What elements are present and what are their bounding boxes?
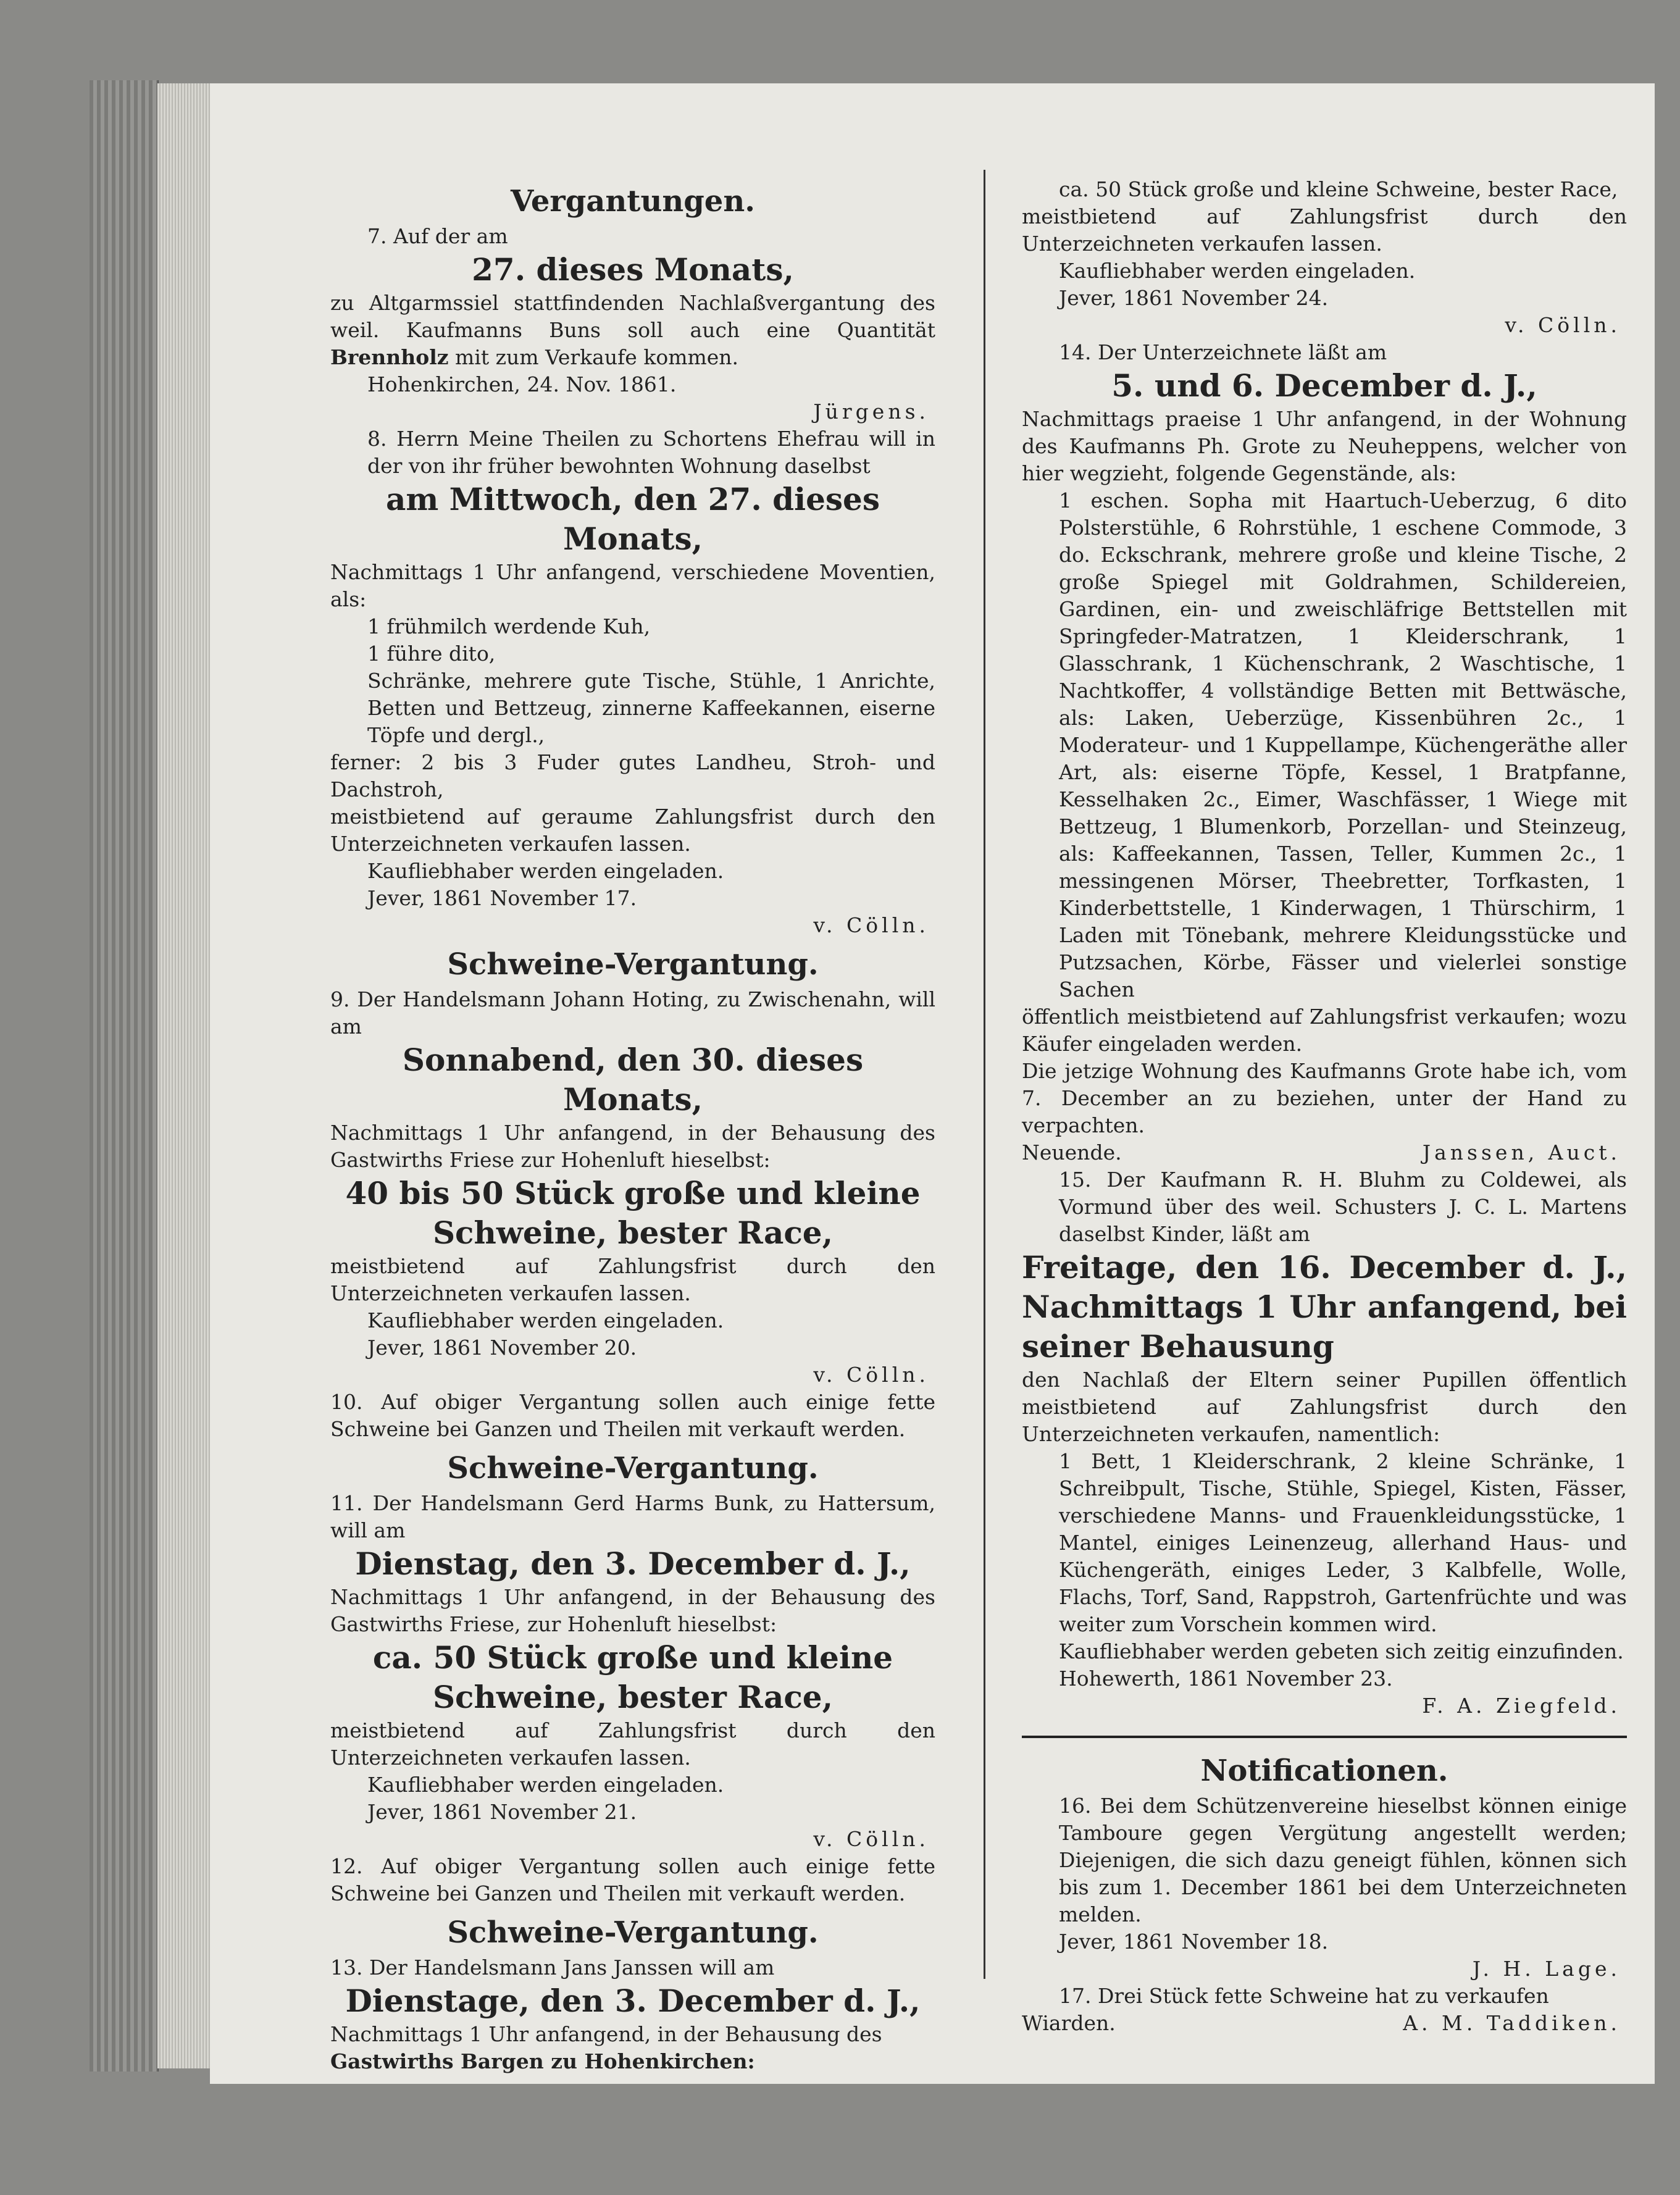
notice-16-place: Jever, 1861 November 18.	[1059, 1930, 1329, 1954]
notice-15-text2: den Nachlaß der Eltern seiner Pupillen öffentlich meistbietend auf Zahlungsfrist durch den Unterzeichneten verkaufen, namentlich:	[1022, 1368, 1627, 1446]
notice-9-text3: meistbietend auf Zahlungsfrist durch den Unterzeichneten verkaufen lassen.	[330, 1254, 935, 1305]
notice-11-text2: Nachmittags 1 Uhr anfangend, in der Behausung des Gastwirths Friese, zur Hohenluft hieselbst:	[330, 1585, 935, 1636]
notice-8-item: ferner: 2 bis 3 Fuder gutes Landheu, Stroh- und Dachstroh,	[330, 750, 935, 801]
notice-8-text2: Nachmittags 1 Uhr anfangend, verschiedene Moventien, als:	[330, 560, 935, 611]
notice-11-date: Dienstag, den 3. December d. J.,	[355, 1545, 911, 1582]
notice-14-date: 5. und 6. December d. J.,	[1111, 367, 1537, 404]
notice-17-footer	[1022, 2010, 1627, 2037]
page-edges	[157, 83, 210, 2068]
notice-14-text2: Nachmittags praeise 1 Uhr anfangend, in der Wohnung des Kaufmanns Ph. Grote zu Neuheppens, welcher von hier wegzieht, folgende Gegenstände, als:	[1022, 407, 1627, 485]
notice-15-date: Freitage, den 16. December d. J., Nachmittags 1 Uhr anfangend, bei seiner Behausung	[1022, 1249, 1627, 1365]
notice-11-place: Jever, 1861 November 21.	[367, 1800, 637, 1824]
notice-9-date: Sonnabend, den 30. dieses Monats,	[402, 1042, 864, 1118]
notice-9-text2: Nachmittags 1 Uhr anfangend, in der Behausung des Gastwirths Friese zur Hohenluft hieselbst:	[330, 1121, 935, 1172]
notice-13-place: Jever, 1861 November 24.	[1059, 286, 1329, 310]
notice-8-place: Jever, 1861 November 17.	[367, 886, 637, 910]
section-heading: Schweine-Vergantung.	[447, 947, 819, 982]
section-heading: Schweine-Vergantung.	[447, 1451, 819, 1486]
notice-11-text: 11. Der Handelsmann Gerd Harms Bunk, zu Hattersum, will am	[330, 1491, 935, 1542]
right-column	[1022, 176, 1627, 2037]
notice-8-text3: meistbietend auf geraume Zahlungsfrist durch den Unterzeichneten verkaufen lassen.	[330, 805, 935, 856]
section-separator	[1022, 1736, 1627, 1738]
notice-13-buyers: Kaufliebhaber werden eingeladen.	[1059, 259, 1416, 283]
notice-8-text: 8. Herrn Meine Theilen zu Schortens Ehefrau will in der von ihr früher bewohnten Wohnung daselbst	[367, 427, 935, 478]
notice-7-intro: 7. Auf der am	[367, 224, 508, 248]
notice-13-text2: Nachmittags 1 Uhr anfangend, in der Behausung des	[330, 2022, 882, 2046]
notice-16-text: 16. Bei dem Schützenvereine hieselbst können einige Tamboure gegen Vergütung angestellt werden; Diejenigen, die sich dazu geneigt fühlen, können sich bis zum 1. December 1861 bei dem Unterzeichneten melden.	[1059, 1794, 1627, 1926]
notice-8-item: 1 führe dito,	[367, 642, 496, 666]
left-column	[330, 176, 935, 2075]
notice-8-item: Schränke, mehrere gute Tische, Stühle, 1 Anrichte, Betten und Bettzeug, zinnerne Kaffeekannen, eiserne Töpfe und dergl.,	[367, 669, 935, 747]
notice-14-footer	[1022, 1139, 1627, 1166]
notice-17-place: Wiarden.	[1022, 2011, 1116, 2035]
notice-13-date: Dienstage, den 3. December d. J.,	[345, 1983, 921, 2019]
notice-13-text: 13. Der Handelsmann Jans Janssen will am	[330, 1955, 775, 1980]
notice-7-text	[330, 290, 935, 371]
notice-14-list: 1 eschen. Sopha mit Haartuch-Ueberzug, 6 dito Polsterstühle, 6 Rohrstühle, 1 eschene Commode, 3 do. Eckschrank, mehrere große und kleine Tische, 2 große Spiegel mit Goldrahmen, Schildereien, Gardinen, ein- und zweischläfrige Bettstellen mit Springfeder-Matratzen, 1 Kleiderschrank, 1 Glasschrank, 1 Küchenschrank, 2 Waschtische, 1 Nachtkoffer, 4 vollständige Betten mit Bettwäsche, als: Laken, Ueberzüge, Kissenbühren 2c., 1 Moderateur- und 1 Kuppellampe, Küchengeräthe aller Art, als: eiserne Töpfe, Kessel, 1 Bratpfanne, Kesselhaken 2c., Eimer, Waschfässer, 1 Wiege mit Bettzeug, 1 Blumenkorb, Porzellan- und Steinzeug, als: Kaffeekannen, Tassen, Teller, Kummen 2c., 1 messingenen Mörser, Theebretter, Torfkasten, 1 Kinderbettstelle, 1 Kinderwagen, 1 Thürschirm, 1 Laden mit Tönebank, mehrere Kleidungsstücke und Putzsachen, Körbe, Fässer und vielerlei sonstige Sachen	[1059, 488, 1627, 1001]
notice-7-bold: Brennholz	[330, 345, 449, 369]
notice-16-signature: J. H. Lage.	[1472, 1957, 1621, 1981]
notice-14-place: Neuende.	[1022, 1140, 1122, 1164]
notice-7-signature: Jürgens.	[813, 399, 929, 424]
notice-11-text3: meistbietend auf Zahlungsfrist durch den Unterzeichneten verkaufen lassen.	[330, 1718, 935, 1770]
book-spine	[90, 80, 159, 2072]
notice-11-buyers: Kaufliebhaber werden eingeladen.	[367, 1773, 724, 1797]
notice-17-text: 17. Drei Stück fette Schweine hat zu verkaufen	[1059, 1984, 1549, 2008]
section-heading: Schweine-Vergantung.	[447, 1915, 819, 1950]
notice-7-date: 27. dieses Monats,	[472, 251, 794, 288]
notice-11-goods: ca. 50 Stück große und kleine Schweine, bester Race,	[372, 1639, 893, 1715]
notice-17-signature: A. M. Taddiken.	[1403, 2011, 1621, 2035]
notice-15-list: 1 Bett, 1 Kleiderschrank, 2 kleine Schränke, 1 Schreibpult, Tische, Stühle, Spiegel, Kisten, Fässer, verschiedene Manns- und Frauenkleidungsstücke, 1 Mantel, einiges Leinenzeug, allerhand Haus- und Küchengeräth, einiges Leder, 3 Kalbfelle, Wolle, Flachs, Torf, Sand, Rappstroh, Gartenfrüchte und was weiter zum Vorschein kommen wird.	[1059, 1449, 1627, 1636]
column-divider	[984, 170, 985, 1979]
newspaper-page	[210, 83, 1655, 2084]
notice-9-text: 9. Der Handelsmann Johann Hoting, zu Zwischenahn, will am	[330, 987, 935, 1039]
notice-13-signature: v. Cölln.	[1505, 313, 1621, 337]
notice-8-date: am Mittwoch, den 27. dieses Monats,	[385, 481, 880, 557]
notice-15-signature: F. A. Ziegfeld.	[1422, 1694, 1621, 1718]
notice-7-place: Hohenkirchen, 24. Nov. 1861.	[367, 372, 677, 396]
notice-9-signature: v. Cölln.	[813, 1363, 929, 1387]
notice-10-text: 10. Auf obiger Vergantung sollen auch einige fette Schweine bei Ganzen und Theilen mit verkauft werden.	[330, 1390, 935, 1441]
notice-15-text: 15. Der Kaufmann R. H. Bluhm zu Coldewei, als Vormund über des weil. Schusters J. C. L. Martens daselbst Kinder, läßt am	[1059, 1168, 1627, 1246]
notice-13-text3: meistbietend auf Zahlungsfrist durch den Unterzeichneten verkaufen lassen.	[1022, 204, 1627, 256]
notice-9-buyers: Kaufliebhaber werden eingeladen.	[367, 1308, 724, 1332]
notice-8-signature: v. Cölln.	[813, 913, 929, 937]
notice-8-item: 1 frühmilch werdende Kuh,	[367, 614, 651, 638]
notice-13-goods: ca. 50 Stück große und kleine Schweine, bester Race,	[1059, 177, 1618, 201]
notice-15-buyers: Kaufliebhaber werden gebeten sich zeitig einzufinden.	[1059, 1639, 1624, 1663]
notice-13-bold: Gastwirths Bargen zu Hohenkirchen:	[330, 2049, 755, 2073]
notice-14-signature: Janssen, Auct.	[1422, 1140, 1621, 1164]
notice-7-body2: mit zum Verkaufe kommen.	[455, 345, 739, 369]
notice-12-text: 12. Auf obiger Vergantung sollen auch einige fette Schweine bei Ganzen und Theilen mit verkauft werden.	[330, 1854, 935, 1905]
notice-14-text3: öffentlich meistbietend auf Zahlungsfrist verkaufen; wozu Käufer eingeladen werden.	[1022, 1005, 1627, 1056]
section-heading: Vergantungen.	[511, 184, 755, 219]
notice-14-text4: Die jetzige Wohnung des Kaufmanns Grote habe ich, vom 7. December an zu beziehen, unter der Hand zu verpachten.	[1022, 1059, 1627, 1137]
notice-8-buyers: Kaufliebhaber werden eingeladen.	[367, 859, 724, 883]
notice-7-body: zu Altgarmssiel stattfindenden Nachlaßvergantung des weil. Kaufmanns Buns soll auch eine Quantität	[330, 291, 935, 342]
notice-14-text: 14. Der Unterzeichnete läßt am	[1059, 340, 1387, 364]
notice-9-place: Jever, 1861 November 20.	[367, 1336, 637, 1360]
notice-11-signature: v. Cölln.	[813, 1827, 929, 1851]
notice-9-goods: 40 bis 50 Stück große und kleine Schweine, bester Race,	[345, 1175, 921, 1251]
notice-15-place: Hohewerth, 1861 November 23.	[1059, 1666, 1393, 1691]
section-heading: Notificationen.	[1200, 1754, 1448, 1788]
